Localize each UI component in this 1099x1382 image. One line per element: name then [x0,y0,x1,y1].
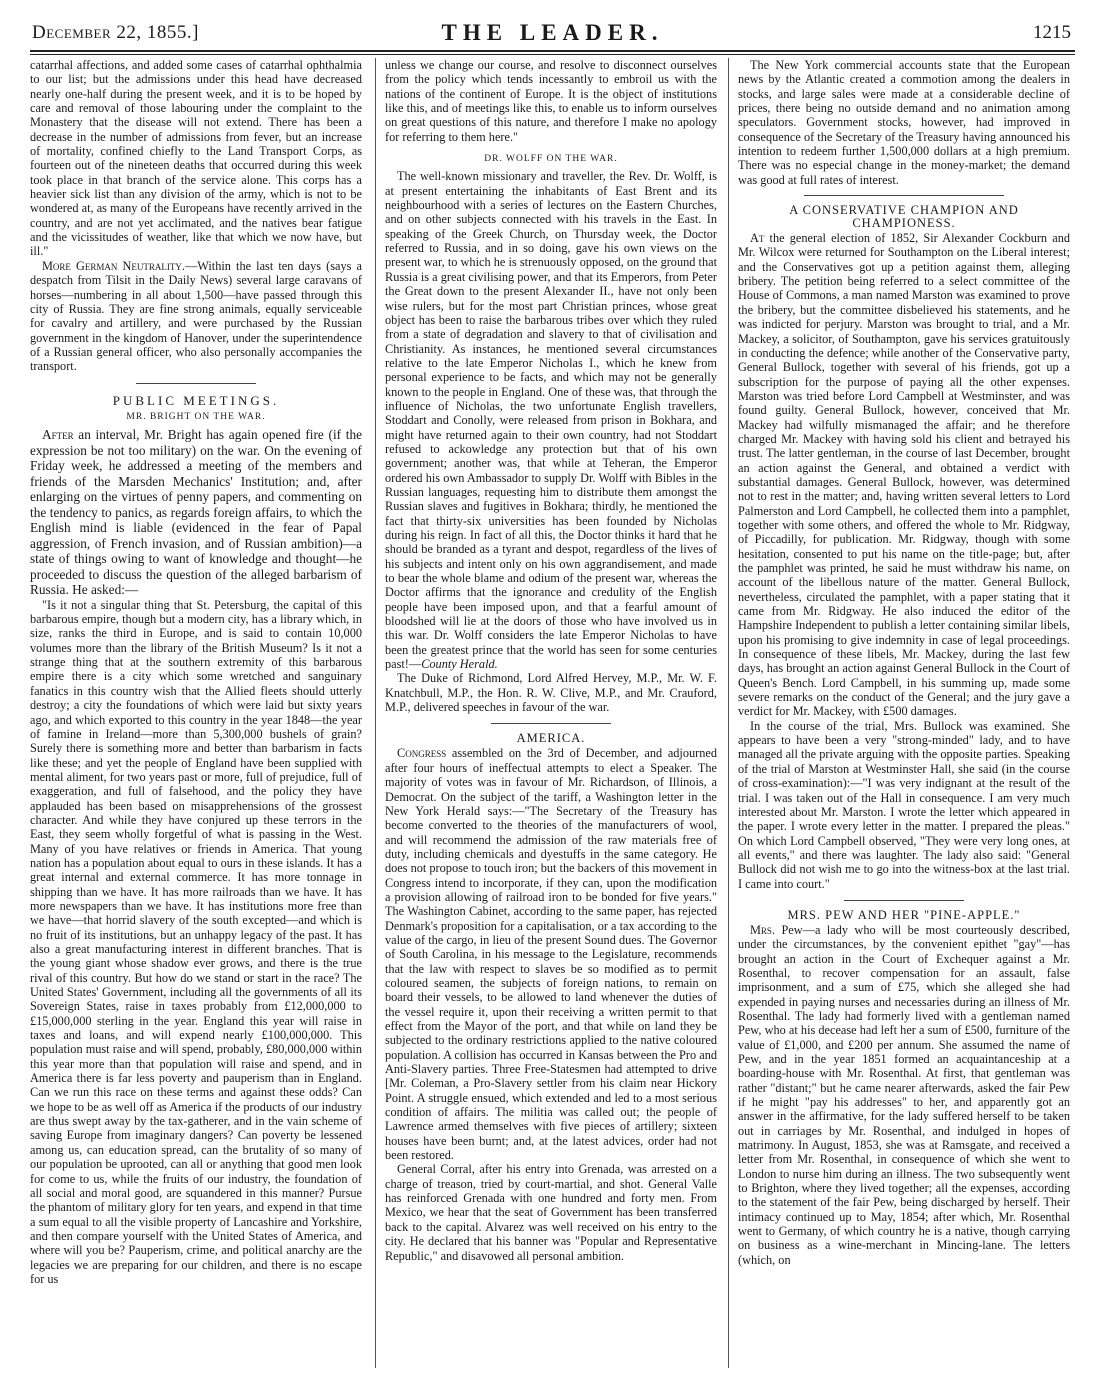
article-paragraph: The New York commercial accounts state that the European news by the Atlantic created a commotion among the dealers in stocks, and large sales were made at a considerable decline of prices, there being no outside demand and no animation among speculators. Government stocks, however, had improved in consequence of the Secretary of the Treasury having announced his intention to redeem further 1,500,000 dollars at a high premium. There was no especial change in the money-market; the demand was good at full rates of interest. [738,58,1070,187]
paragraph-lead: More German Neutrality. [42,258,185,273]
paragraph-lead: After [42,427,74,443]
paragraph-lead: Congress [397,746,447,761]
paragraph-text: —Within the last ten days (says a despatch from Tilsit in the Daily News) several large caravans of horses—numbering in all about 1,500—have passed through this city of Russia. They are fine strong animals, equally serviceable for cavalry and artillery, and were purchased by the Russian government in the kingdom of Hanover, under the superintendence of a Russian general officer, who also personally accompanies the transport. [30,258,362,374]
article-paragraph [30,427,362,598]
article-paragraph [30,259,362,374]
page-header [30,18,1075,52]
article-paragraph: In the course of the trial, Mrs. Bullock was examined. She appears to have been a very "strong-minded" lady, and to have managed all the private arguing with the opposite parties. Speaking of the trial of Marston at Westminster Hall, she said (in the course of cross-examination):—"I was very indignant at the result of the trial. I was taken out of the Hall in consequence. I am very much interested about Mr. Marston. I wrote the letter which appeared in the paper. I wrote every letter in the matter. I prepared the pleas." On which Lord Campbell observed, "They were very long ones, at all events," and there was laughter. The lady also said: "General Bullock did not wish me to go into the witness-box at the last trial. I came into court." [738,718,1070,891]
section-rule [491,723,611,724]
header-page-number: 1215 [1033,22,1071,43]
section-heading: A CONSERVATIVE CHAMPION AND CHAMPIONESS. [789,203,1019,231]
header-title: THE LEADER. [441,20,664,45]
article-paragraph: catarrhal affections, and added some cases of catarrhal ophthalmia to our list; but the admissions under this head have decreased nearly one-half during the present week, and it is to be hoped by care and removal of those labouring under the complaint to the Monastery that the disease will not extend. There has been a decrease in the number of admissions from fever, but an increase of mortality, confined chiefly to the Land Transport Corps, as fourteen out of the nineteen deaths that occurred during this week took place in that branch of the service alone. This corps has a heavier sick list than any division of the army, which is not to be wondered at, as many of the Europeans have recently arrived in the country, and are not yet acclimated, and the natives bear fatigue and the vicissitudes of weather, like that which we now have, but ill." [30,58,362,259]
paragraph-text: Pew—a lady who will be most courteously described, under the circumstances, by the convenient epithet "gay"—has brought an action in the Court of Exchequer against a Mr. Rosenthal, to recover compensation for an assault, false imprisonment, and a sum of £75, which she alleged she had expended in paying nurses and necessaries during an illness of Mr. Rosenthal. The lady had formerly lived with a gentleman named Pew, who at his decease had left her a sum of £500, furniture of the value of £1,000, and £200 per annum. She assumed the name of Pew, and in the year 1851 formed an acquaintanceship at a boarding-house with Mr. Rosenthal. At first, that gentleman was rather "distant;" but he came nearer afterwards, asked the fair Pew if he might "pay his addresses" to her, and apparently got an answer in the affirmative, for the lady suffered herself to be taken out in carriages by Mr. Rosenthal, and indulged in hopes of matrimony. In August, 1853, she was at Ramsgate, and received a letter from Mr. Rosenthal, in consequence of which she went to London to nurse him during an illness. The two subsequently went to Brighton, where they lived together; all the expenses, according to the statement of the fair Pew, being discharged by herself. Their intimacy continued up to May, 1854; after which, Mr. Rosenthal went to Germany, of which country he is a native, though carrying on business as a wine-merchant in Mincing-lane. The letters (which, on [738,922,1070,1267]
column-divider-1 [375,58,376,1368]
paragraph-text: The well-known missionary and traveller, the Rev. Dr. Wolff, is at present entertaining the inhabitants of East Brent and its neighbourhood with a series of lectures on the Eastern Churches, and on other subjects connected with his travels in the East. In speaking of the Greek Church, on Thursday week, the Doctor referred to Russia, and in so doing, gave his own views on the present war, to which he is strenuously opposed, on the ground that Russia is a great civilising power, and that its Emperors, from Peter the Great down to the present Alexander II., have not only been wise rulers, but for the most part Christian princes, whose great object has been to raise the barbarous tribes over which they ruled from a state of degradation and slavery to that of civilisation and Christianity. As instances, he mentioned several circumstances relative to the late Emperor Nicholas I., which he knew from personal experience to be facts, and which may not be generally known to the people in England. One of these was, that through the influence of Nicholas, the two unfortunate English travellers, Stoddart and Conolly, were released from prison in Bokhara, and might have returned again to their own country, had not Stoddart refused to ackowledge any protection but that of his own government; another was, that while at Teheran, the Emperor ordered his own Ambassador to supply Dr. Wolff with Bibles in the Russian languages, requesting him to distribute them amongst the Russian slaves and fugitives in Bokhara; thirdly, he mentioned the fact that thirty-six universities has been founded by Nicholas during his reign. In fact of all this, the Doctor thinks it hard that he should be branded as a tyrant and despot, regardless of the lives of his subjects and intent only on his own aggrandisement, and made to bear the whole blame and odium of the present war, whereas the Doctor affirms that the ignorance and credulity of the English people have been imposed upon, and that a fearful amount of bloodshed will lie at the doors of those who have involved us in this war. Dr. Wolff considers the late Emperor Nicholas to have been the greatest prince that the world has seen for some centuries past!— [385,169,717,672]
section-heading: MRS. PEW AND HER "PINE-APPLE." [787,907,1021,922]
paragraph-text: an interval, Mr. Bright has again opened fire (if the expression be not too military) on the war. On the evening of Friday week, he addressed a meeting of the members and friends of the Marsden Mechanics' Institution; and, after enlarging on the virtues of penny papers, and commenting on the tendency to panics, as regards foreign affairs, to which the English mind is liable (evidenced in the fear of Papal aggression, of French invasion, and of Russian ambition)—a state of things owing to want of knowledge and thought—he proceeded to discuss the question of the alleged barbarism of Russia. He asked:— [30,427,362,598]
subsection-heading: DR. WOLFF ON THE WAR. [484,154,618,165]
paragraph-text: the general election of 1852, Sir Alexander Cockburn and Mr. Wilcox were returned for Southampton on the Liberal interest; and the Conservatives got up a petition against them, alleging bribery. The petition being referred to a select committee of the House of Commons, a man named Marston was examined to prove the bribery, but the committee disbelieved his statements, and he was indicted for perjury. Marston was brought to trial, and a Mr. Mackey, a solicitor, of Southampton, gave his services gratuitously in conducting the defence; while another of the Conservative party, General Bullock, together with several of his friends, got up a subscription for the purpose of paying all the other expenses. Marston was tried before Lord Campbell at Westminster, and was found guilty. General Bullock, however, conceived that Mr. Mackey had wilfully mismanaged the affair; and he therefore charged Mr. Mackey with having sold his client and betrayed his trust. The latter gentleman, in the course of last December, brought an action against the General, and obtained a verdict with substantial damages. General Bullock, however, was determined not to rest in the matter; and, having written several letters to Lord Palmerston and Lord Campbell, he collected them into a pamphlet, together with some others, and offered the whole to Mr. Ridgway, of Piccadilly, for publication. Mr. Ridgway, though with some hesitation, consented to put his name on the title-page; but, after the pamphlet was printed, he said he must withdraw his name, on account of the libellous nature of the matter. General Bullock, nevertheless, circulated the pamphlet, with a paper stating that it came from Mr. Ridgway. He also induced the editor of the Hampshire Independent to publish a letter containing similar libels, upon his promising to give indemnity in case of legal proceedings. In consequence of these libels, Mr. Mackey, during the last few days, has brought an action against General Bullock in the Court of Queen's Bench. Lord Campbell, in his summing up, made some severe remarks on the conduct of the General; and the jury gave a verdict for Mr. Mackey, with £500 damages. [738,231,1070,719]
header-rule [30,50,1075,52]
article-paragraph [738,231,1070,719]
article-paragraph [385,169,717,671]
subsection-heading: MR. BRIGHT ON THE WAR. [126,411,266,422]
column-3 [738,58,1070,1370]
column-divider-2 [728,58,729,1368]
paragraph-lead: At [750,231,765,246]
header-rule-thin [30,54,1075,55]
column-1 [30,58,362,1370]
article-paragraph [738,923,1070,1267]
article-paragraph: unless we change our course, and resolve to disconnect ourselves from the policy which tends incessantly to embroil us with the nations of the continent of Europe. It is the object of institutions like this, and of meetings like this, to enable us to inform ourselves on great questions of this nature, and therefore I make no apology for referring to them here." [385,58,717,144]
header-date: December 22, 1855.] [32,22,199,43]
paragraph-text: assembled on the 3rd of December, and adjourned after four hours of ineffectual attempts to elect a Speaker. The majority of votes was in favour of Mr. Richardson, of Illinois, a Democrat. On the subject of the tariff, a Washington letter in the New York Herald says:—"The Secretary of the Treasury has become converted to the theories of the manufacturers of wool, and will recommend the admission of the raw materials free of duty, including chemicals and dyestuffs in the same category. He does not propose to touch iron; but the backers of this movement in Congress intend to incorporate, if they can, upon the modification a provision allowing of railroad iron to be bonded for five years." The Washington Cabinet, according to the same paper, has rejected Denmark's proposition for a capitalisation, or a tax according to the value of the cargo, in lieu of the present Sound dues. The Governor of South Carolina, in his message to the Legislature, recommends that the law with respect to slaves be so modified as to permit coloured seamen, the subjects of foreign nations, to remain on board their vessels, to be allowed to land whenever the duties of the vessel require it, upon their receiving a written permit to that effect from the Mayor of the port, and that while on land they be subjected to the ordinary restrictions applied to the native coloured population. A collision has occurred in Kansas between the Pro and Anti-Slavery parties. Three Free-Statesmen had attempted to drive [Mr. Coleman, a Pro-Slavery settler from his claim near Hickory Point. A struggle ensued, which extended and led to a most serious condition of affairs. The militia was called out; the people of Lawrence armed themselves with five pieces of artillery; sixteen houses have been burnt; and, at the latest advices, order had not been restored. [385,746,717,1163]
article-paragraph: General Corral, after his entry into Grenada, was arrested on a charge of treason, tried by court-martial, and shot. General Valle has reinforced Grenada with one hundred and forty men. From Mexico, we hear that the seat of Government has been transferred back to the capital. Alvarez was well received on his entry to the city. He declared that his banner was "Popular and Representative Republic," and disavowed all personal ambition. [385,1162,717,1263]
section-heading: AMERICA. [516,731,586,746]
paragraph-source: County Herald. [421,657,498,672]
article-paragraph: The Duke of Richmond, Lord Alfred Hervey, M.P., Mr. W. F. Knatchbull, M.P., the Hon. R. W. Clive, M.P., and Mr. Crauford, M.P., delivered speeches in favour of the war. [385,671,717,715]
section-heading: PUBLIC MEETINGS. [112,392,280,408]
article-paragraph: "Is it not a singular thing that St. Petersburg, the capital of this barbarous empire, though but a modern city, has a library which, in size, ranks the third in Europe, and is said to contain 10,000 volumes more than the library of the British Museum? Is it not a strange thing that at the southern extremity of this barbarous empire there is a city which some wretched and sanguinary fanatics in this country wish that the Allied fleets should utterly destroy; a city the foundations of which were laid but sixty years ago, and which exported to this country in the year 1848—the year of famine in Ireland—more than 5,300,000 bushels of grain? Surely there is something more and better than barbarism in facts like these; and yet the people of England have been supplied with mental aliment, for two years past or more, full of prejudice, full of exaggeration, and full of falsehood, and the policy they have applauded has been based on misapprehensions of the grossest character. And while they have conjured up these terrors in the East, they seem wholly forgetful of what is passing in the West. Many of you have relatives or friends in America. That young nation has a population about equal to ours in these islands. It has a great internal and external commerce. It has more tonnage in shipping than we have. It has more railroads than we have. It has more newspapers than we have. It has institutions more free than we have—that horrid slavery of the south excepted—and which is no fruit of its institutions, but an unhappy legacy of the past. It has also a great manufacturing interest in different branches. That is the young giant whose shadow ever grows, and there is the true rival of this country. But how do we stand or start in the race? The United States' Government, including all the governments of all its Sovereign States, raise in taxes probably from £12,000,000 to £15,000,000 sterling in the year. England this year will raise in taxes and loans, and will expend nearly £100,000,000. This population must raise and will spend, probably, £80,000,000 within this year more than that population will raise and spend, and in America there is far less poverty and pauperism than in England. Can we run this race on these terms and against these odds? Can we hope to be as well off as America if the products of our industry are thus swept away by the tax-gatherer, and in the vain scheme of saving Europe from imaginary dangers? Can poverty be lessened among us, can education spread, can the brutality of so many of our population be uprooted, can all or anything that good men look for come to us, while the fruits of our industry, the foundation of all social and moral good, are squandered in this manner? Pursue the phantom of military glory for ten years, and expend in that time a sum equal to all the visible property of Lancashire and Yorkshire, and then compare yourself with the United States of America, and where will you be? Pauperism, crime, and political anarchy are the legacies we are preparing for our children, and there is no escape for us [30,597,362,1286]
paragraph-lead: Mrs. [750,922,776,937]
column-2 [385,58,717,1370]
article-paragraph [385,746,717,1162]
section-rule [136,383,256,384]
section-rule [844,900,964,901]
section-rule [804,195,1004,196]
